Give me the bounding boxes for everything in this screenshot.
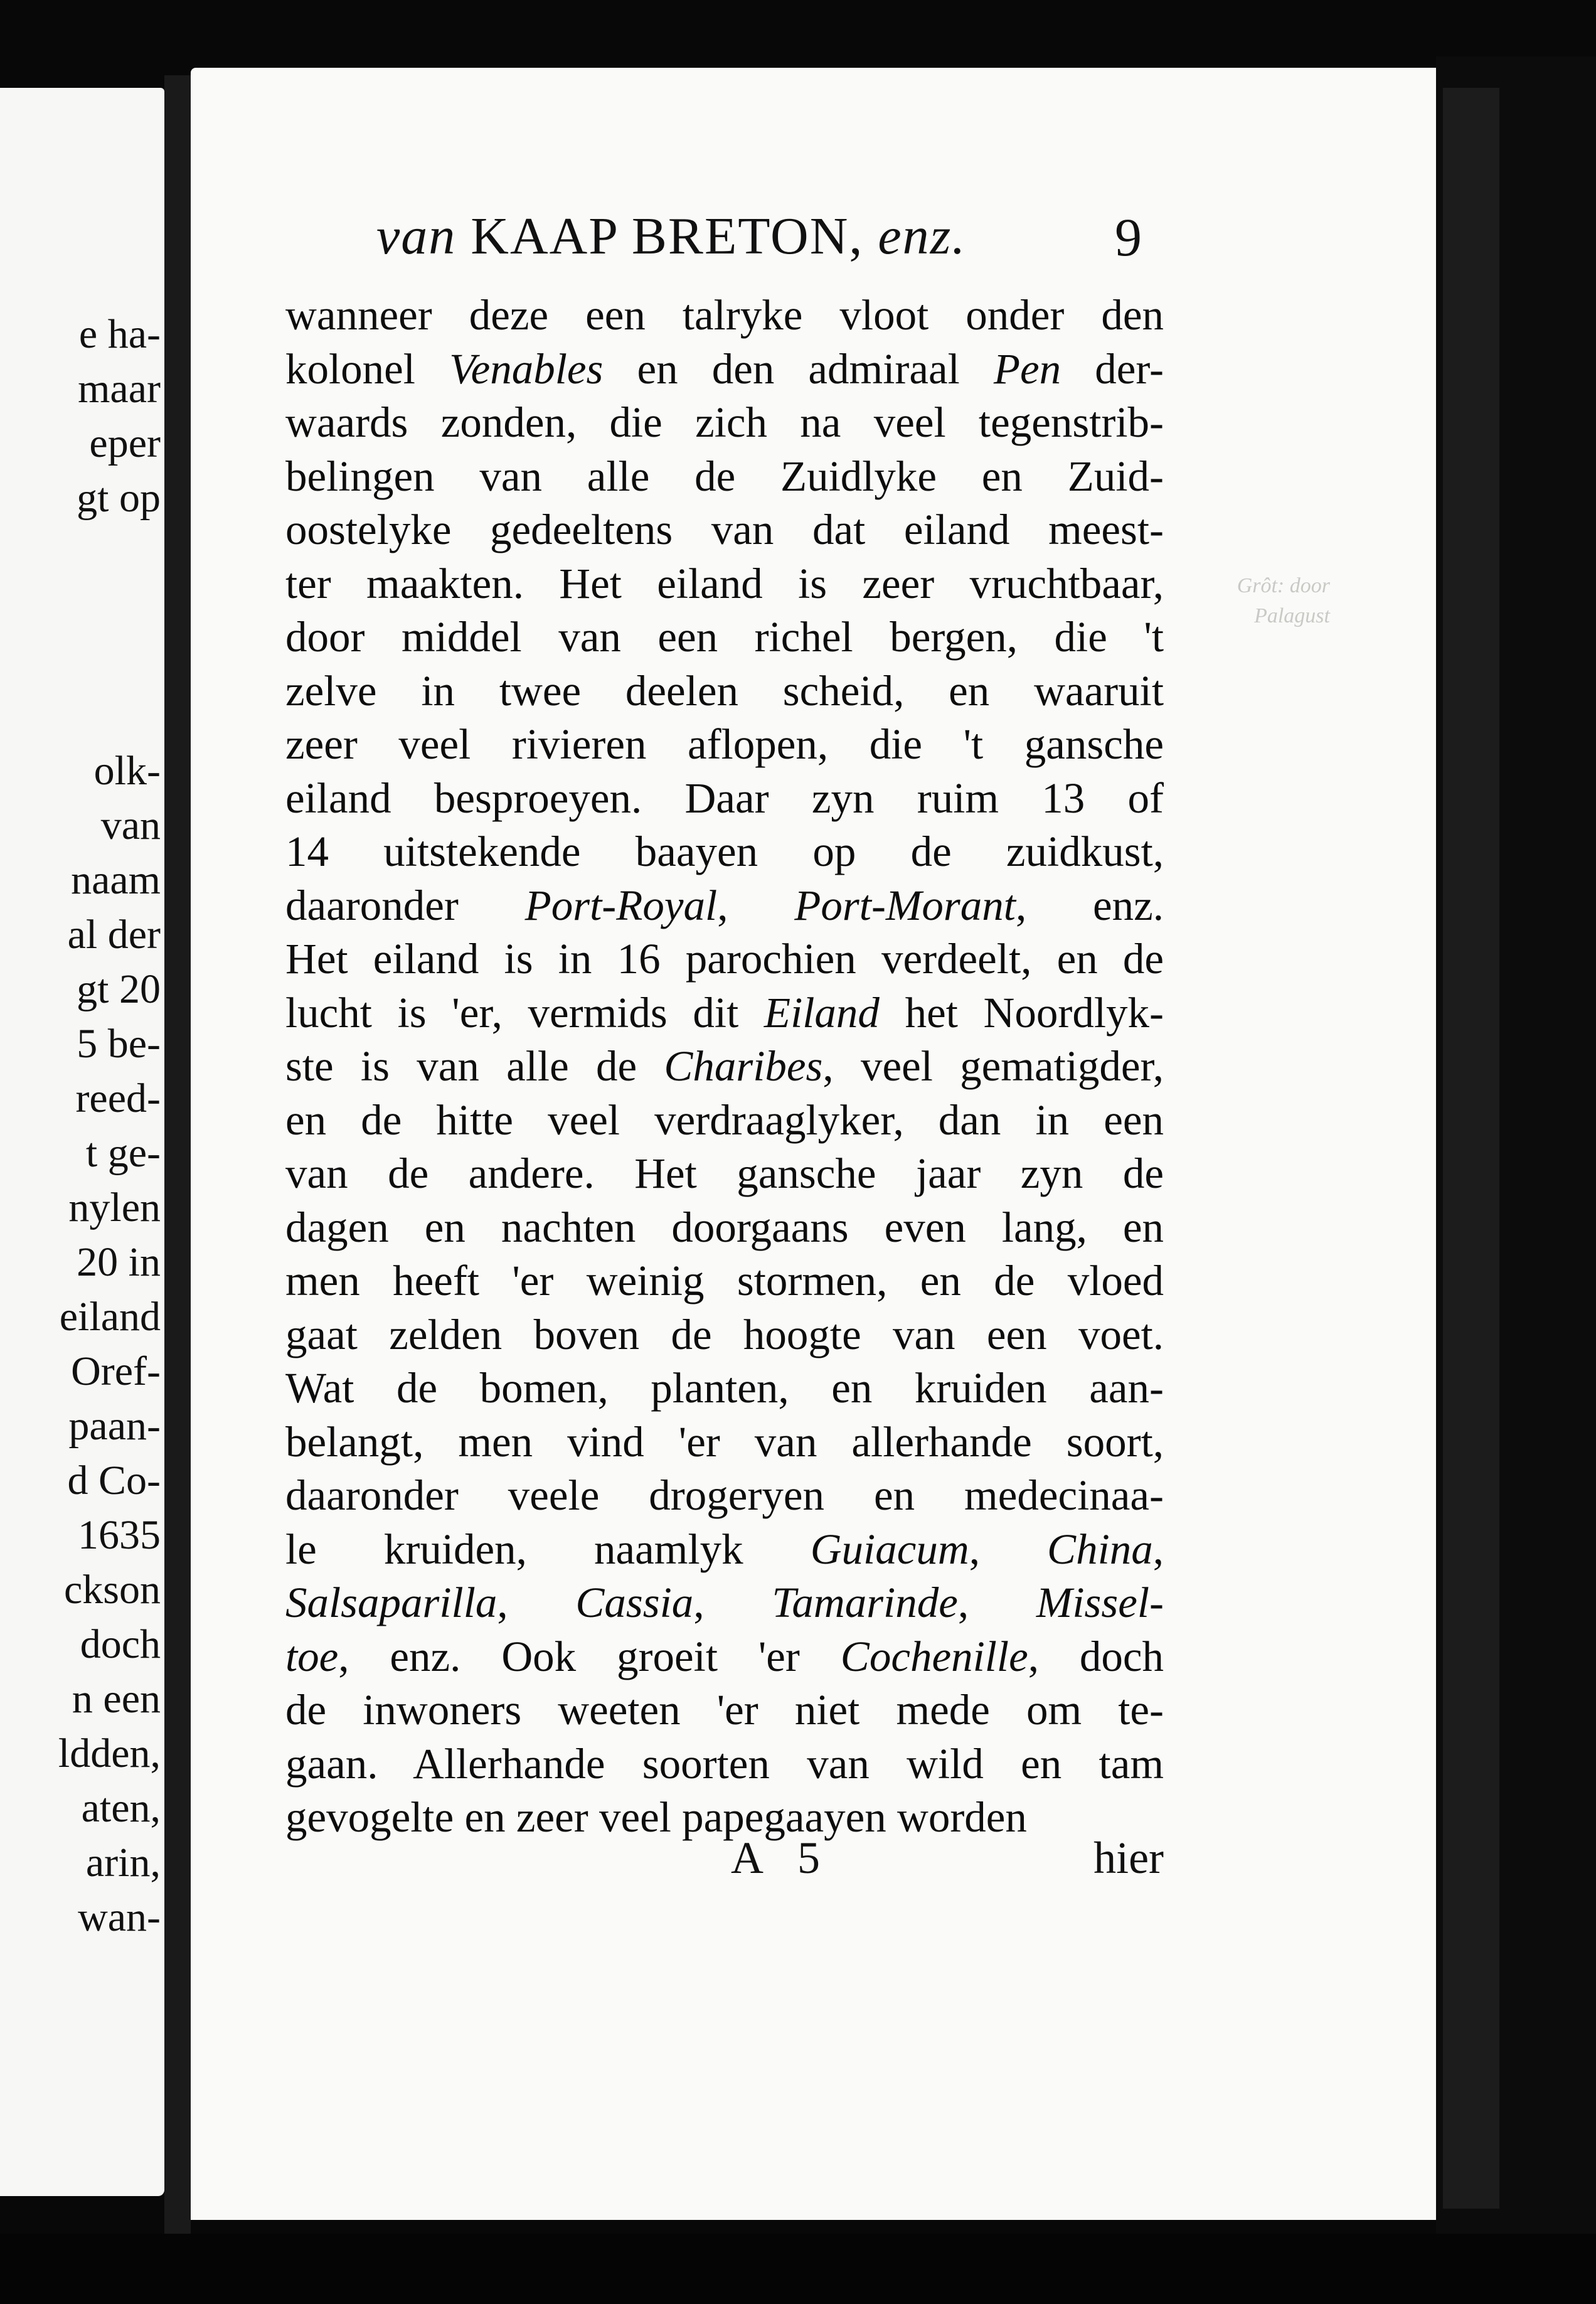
page-footer — [285, 1832, 1164, 1895]
text-line — [285, 1630, 1164, 1684]
signature-mark: A 5 — [731, 1833, 833, 1883]
text-run: de inwoners weeten 'er niet mede om te- — [285, 1686, 1164, 1734]
text-run: en den admiraal — [603, 344, 994, 393]
header-prefix: van — [376, 207, 457, 265]
text-run: , — [497, 1579, 576, 1626]
text-line — [285, 1469, 1164, 1523]
text-run: , enz. Ook groeit 'er — [338, 1632, 841, 1680]
text-run: belingen van alle de Zuidlyke en Zuid- — [285, 452, 1164, 500]
italic-term: Pen — [993, 344, 1061, 393]
facing-page-line: d Co- — [67, 1458, 161, 1503]
facing-page-line: reed- — [75, 1075, 161, 1121]
facing-page-line: Oref- — [71, 1348, 161, 1394]
text-line — [285, 879, 1164, 933]
facing-page-line: ldden, — [58, 1731, 161, 1776]
italic-term: Port-Morant — [794, 881, 1016, 929]
text-run: door middel van een richel bergen, die 't — [285, 613, 1164, 661]
facing-page-line: eper — [89, 420, 161, 466]
margin-note: Grôt: door Palagust — [1237, 574, 1330, 627]
text-run: kolonel — [285, 344, 450, 393]
text-run: eiland besproeyen. Daar zyn ruim 13 of — [285, 774, 1164, 822]
facing-page-line: aten, — [81, 1785, 161, 1831]
facing-page-line: al der — [67, 912, 161, 957]
text-line — [285, 1683, 1164, 1737]
text-line — [285, 1254, 1164, 1308]
italic-term: Cassia — [575, 1579, 694, 1626]
text-run: , — [969, 1525, 1048, 1573]
facing-page-line: maar — [78, 366, 161, 412]
facing-page-line: eiland — [59, 1294, 161, 1340]
italic-term: toe — [285, 1632, 339, 1680]
header-suffix: enz. — [878, 207, 967, 265]
catchword: hier — [1093, 1833, 1164, 1883]
italic-term: Missel- — [1036, 1579, 1164, 1626]
text-run: men heeft 'er weinig stormen, en de vloed — [285, 1257, 1164, 1304]
italic-term: Guiacum — [810, 1525, 969, 1573]
facing-page-line: t ge- — [85, 1130, 161, 1176]
text-run: le kruiden, naamlyk — [285, 1525, 811, 1573]
italic-term: Cochenille — [840, 1632, 1028, 1680]
text-run: wanneer deze een talryke vloot onder den — [285, 291, 1164, 339]
text-run: daaronder veele drogeryen en medecinaa- — [285, 1471, 1164, 1519]
facing-page-line: gt op — [77, 475, 161, 521]
text-run: , — [693, 1579, 772, 1626]
text-run: zeer veel rivieren aflopen, die 't gansche — [285, 720, 1164, 768]
facing-page-line: arin, — [85, 1840, 161, 1885]
facing-page-line: gt 20 — [77, 966, 161, 1012]
facing-page — [0, 88, 164, 2196]
text-run: Het eiland is in 16 parochien verdeelt, en de — [285, 935, 1164, 983]
text-run: , doch — [1028, 1632, 1164, 1680]
text-run: het Noordlyk- — [879, 988, 1164, 1037]
text-run: , — [717, 881, 795, 929]
facing-page-line: n een — [72, 1676, 161, 1722]
facing-page-line: paan- — [68, 1403, 161, 1449]
text-run: gaan. Allerhande soorten van wild en tam — [285, 1739, 1164, 1788]
text-run: lucht is 'er, vermids dit — [285, 988, 764, 1037]
text-line — [285, 986, 1164, 1040]
text-line — [285, 718, 1164, 772]
page-number: 9 — [1115, 207, 1142, 267]
facing-page-line: naam — [71, 857, 161, 903]
facing-page-line: olk- — [93, 748, 161, 794]
text-run: zelve in twee deelen scheid, en waaruit — [285, 666, 1164, 715]
text-line — [285, 1576, 1164, 1630]
text-line — [285, 1308, 1164, 1362]
text-run: , enz. — [1015, 881, 1164, 929]
facing-page-line: wan- — [78, 1894, 161, 1940]
text-run: oostelyke gedeeltens van dat eiland meest- — [285, 506, 1164, 553]
text-run: , — [957, 1579, 1036, 1626]
text-run: ter maakten. Het eiland is zeer vruchtbaar, — [285, 559, 1164, 607]
binding-gutter — [164, 75, 191, 2234]
italic-term: China — [1047, 1525, 1153, 1573]
text-line — [285, 1201, 1164, 1255]
text-run: gaat zelden boven de hoogte van een voet. — [285, 1310, 1164, 1358]
text-run: , — [1152, 1525, 1164, 1573]
text-run: van de andere. Het gansche jaar zyn de — [285, 1149, 1164, 1197]
text-run: Wat de bomen, planten, en kruiden aan- — [285, 1364, 1164, 1412]
facing-page-line: 20 in — [77, 1239, 161, 1285]
text-line — [285, 825, 1164, 879]
text-line — [285, 343, 1164, 397]
text-line — [285, 1362, 1164, 1416]
text-line — [285, 664, 1164, 718]
facing-page-line: ckson — [64, 1567, 161, 1613]
facing-page-text — [0, 88, 161, 2196]
italic-term: Charibes — [664, 1042, 823, 1090]
text-run: dagen en nachten doorgaans even lang, en — [285, 1203, 1164, 1251]
text-run: daaronder — [285, 881, 525, 929]
italic-term: Port-Royal — [524, 881, 718, 929]
facing-page-line: 1635 — [78, 1512, 161, 1558]
text-run: 14 uitstekende baayen op de zuidkust, — [285, 828, 1164, 875]
text-line — [285, 503, 1164, 557]
header-title: KAAP BRETON, — [471, 207, 864, 265]
body-text — [285, 289, 1164, 1845]
text-run: ste is van alle de — [285, 1042, 664, 1090]
text-run: , veel gematigder, — [822, 1042, 1164, 1090]
page-edge-strip — [1443, 88, 1499, 2209]
text-line — [285, 1416, 1164, 1469]
text-run: en de hitte veel verdraaglyker, dan in een — [285, 1096, 1164, 1144]
bottom-shadow — [0, 2234, 1596, 2304]
italic-term: Tamarinde — [772, 1579, 958, 1626]
text-line — [285, 1737, 1164, 1791]
running-title — [376, 206, 966, 267]
text-run: belangt, men vind 'er van allerhande soort, — [285, 1417, 1164, 1466]
text-line — [285, 772, 1164, 826]
text-line — [285, 1094, 1164, 1148]
text-run: gevogelte en zeer veel papegaayen worden — [285, 1793, 1027, 1841]
text-line — [285, 450, 1164, 504]
facing-page-line: doch — [80, 1621, 161, 1667]
text-line — [285, 1147, 1164, 1201]
text-run: der- — [1061, 344, 1164, 393]
facing-page-line: 5 be- — [77, 1021, 161, 1067]
text-line — [285, 1040, 1164, 1094]
text-line — [285, 396, 1164, 450]
italic-term: Eiland — [763, 988, 880, 1037]
text-line — [285, 557, 1164, 611]
text-line — [285, 932, 1164, 986]
italic-term: Salsaparilla — [285, 1579, 497, 1626]
facing-page-line: van — [100, 803, 161, 848]
running-header — [376, 200, 1142, 269]
facing-page-line: e ha- — [78, 311, 161, 357]
text-line — [285, 1523, 1164, 1577]
facing-page-line: nylen — [68, 1185, 161, 1230]
italic-term: Venables — [449, 344, 604, 393]
text-run: waards zonden, die zich na veel tegenstrib- — [285, 398, 1164, 446]
text-line — [285, 611, 1164, 664]
text-line — [285, 289, 1164, 343]
